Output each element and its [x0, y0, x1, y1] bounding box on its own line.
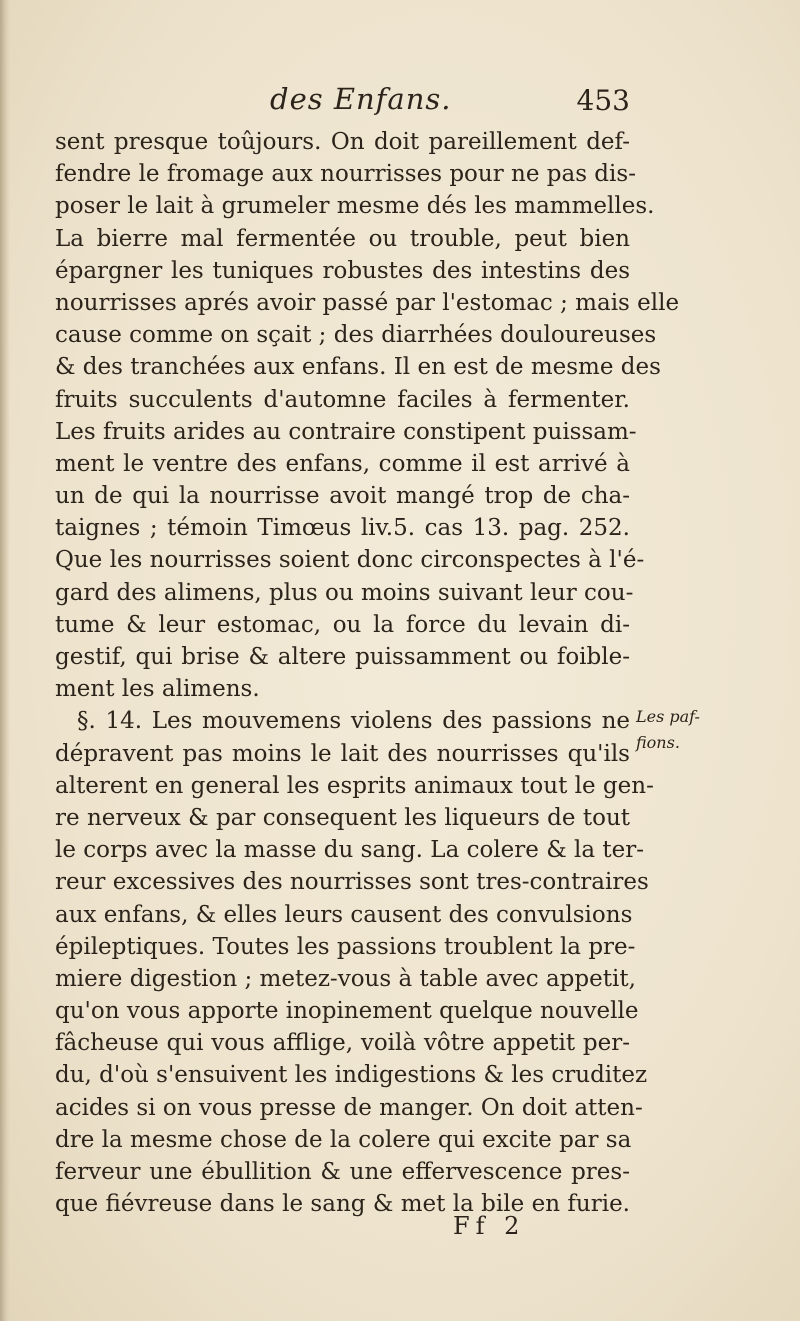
text-line: que fiévreuse dans le sang & met la bile en furie. [55, 1191, 630, 1218]
text-line: tume & leur estomac, ou la force du levain di- [55, 611, 630, 638]
text-line: gard des alimens, plus ou moins suivant leur cou- [55, 579, 634, 606]
text-line: dépravent pas moins le lait des nourrisses qu'ils [55, 740, 630, 767]
page-edge-shadow [0, 0, 10, 1321]
text-line: miere digestion ; metez-vous à table avec appetit, [55, 965, 636, 992]
text-line: & des tranchées aux enfans. Il en est de mesme des [55, 354, 661, 381]
text-line: du, d'où s'ensuivent les indigestions & les cruditez [55, 1062, 648, 1089]
text-line: reur excessives des nourrisses sont tres-contraires [55, 869, 649, 896]
text-line: gestif, qui brise & altere puissamment ou foible- [55, 644, 630, 670]
text-line: le corps avec la masse du sang. La colere & la ter- [55, 837, 644, 864]
margin-note-line: fions. [636, 733, 680, 752]
text-line: acides si on vous presse de manger. On doit atten- [55, 1094, 643, 1121]
text-line: fendre le fromage aux nourrisses pour ne pas dis- [55, 161, 636, 188]
text-line: Les fruits arides au contraire constipent puissam- [55, 418, 637, 445]
text-line: re nerveux & par consequent les liqueurs de tout [55, 804, 630, 831]
text-line: ment les alimens. [55, 676, 260, 703]
text-line: épargner les tuniques robustes des intestins des [55, 257, 630, 284]
text-line: taignes ; témoin Timœus liv.5. cas 13. pag. 252. [55, 515, 630, 542]
running-head [60, 82, 630, 122]
text-line: cause comme on sçait ; des diarrhées douloureuses [55, 322, 657, 349]
margin-note [636, 704, 716, 756]
text-line: épileptiques. Toutes les passions troublent la pre- [55, 933, 636, 960]
signature-mark: Ff 2 [453, 1212, 526, 1240]
margin-note-line: Les paf- [636, 707, 700, 726]
text-line: La bierre mal fermentée ou trouble, peut bien [55, 225, 630, 252]
text-line: poser le lait à grumeler mesme dés les mammelles. [55, 193, 655, 220]
running-title: des Enfans. [270, 82, 452, 116]
text-line: alterent en general les esprits animaux tout le gen- [55, 772, 654, 799]
text-line: nourrisses aprés avoir passé par l'estomac ; mais elle [55, 289, 680, 316]
text-line: un de qui la nourrisse avoit mangé trop de cha- [55, 483, 630, 510]
page-number: 453 [576, 84, 630, 117]
text-line: ferveur une ébullition & une effervescence pres- [55, 1159, 630, 1185]
text-line: aux enfans, & elles leurs causent des convulsions [55, 901, 633, 928]
text-line: fâcheuse qui vous afflige, voilà vôtre appetit per- [55, 1030, 630, 1057]
text-line: fruits succulents d'automne faciles à fermenter. [55, 386, 630, 413]
text-line: Que les nourrisses soient donc circonspectes à l'é- [55, 547, 645, 574]
text-line: qu'on vous apporte inopinement quelque nouvelle [55, 998, 639, 1025]
text-line: dre la mesme chose de la colere qui excite par sa [55, 1126, 632, 1153]
text-line: ment le ventre des enfans, comme il est arrivé à [55, 450, 630, 477]
paragraph-start-line: §. 14. Les mouvemens violens des passions ne [77, 708, 630, 735]
text-line: sent presque toûjours. On doit pareillement def- [55, 129, 630, 155]
